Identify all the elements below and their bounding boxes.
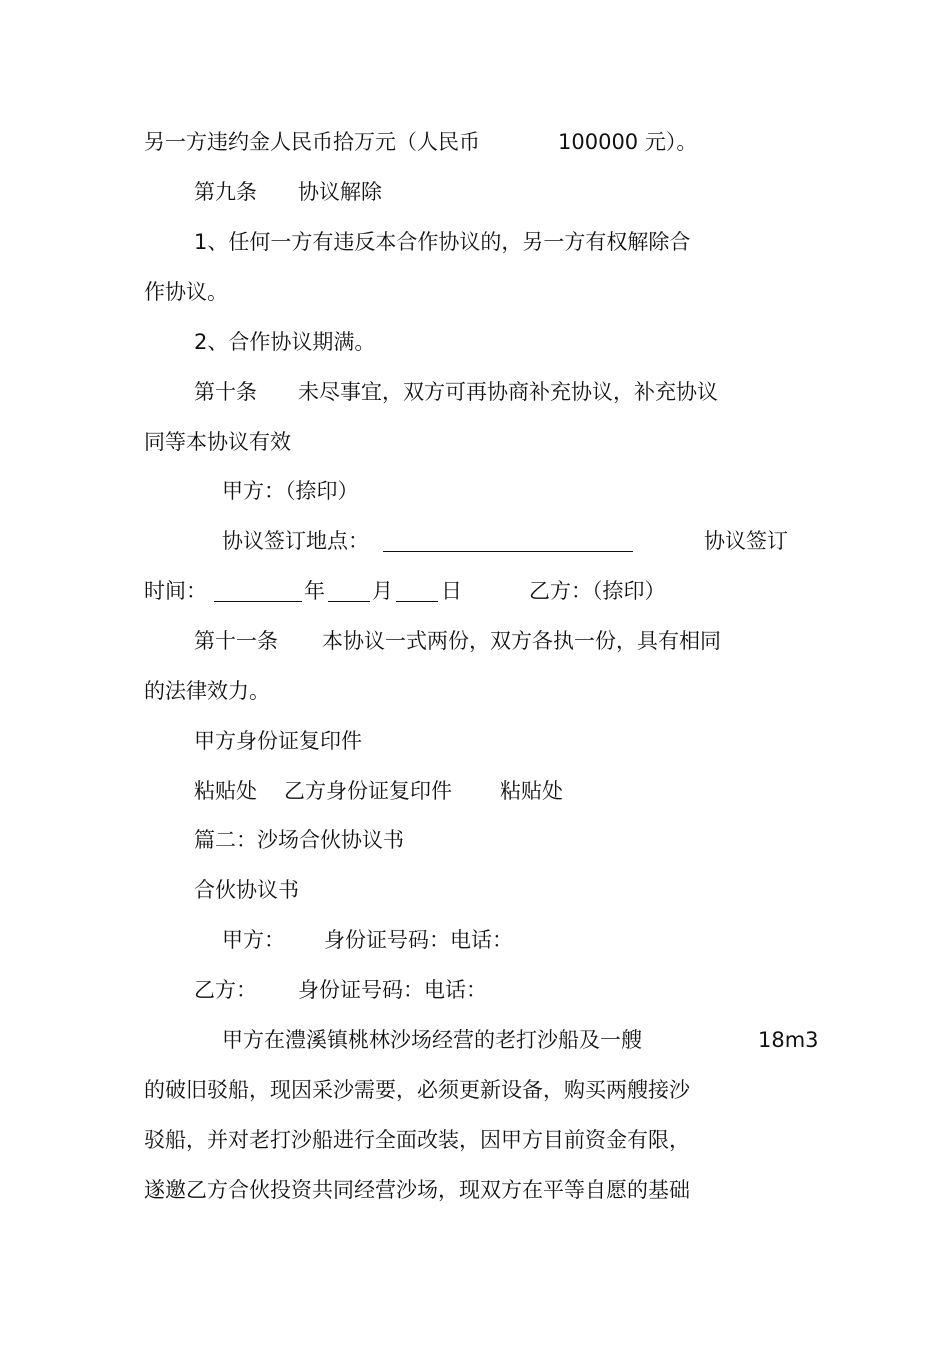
year-blank — [214, 601, 302, 602]
paragraph-line — [0, 275, 950, 309]
article-heading-10 — [0, 375, 950, 409]
paragraph-line — [0, 225, 950, 259]
line-text: 身份证号码：电话： — [298, 978, 487, 1002]
paragraph-line — [0, 125, 950, 159]
line-text: 甲方：（捺印） — [222, 479, 359, 503]
line-text: 的破旧驳船，现因采沙需要，必须更新设备，购买两艘接沙 — [144, 1078, 690, 1102]
line-text: 作协议。 — [144, 280, 228, 304]
line-text: 1、任何一方有违反本合作协议的，另一方有权解除合 — [194, 230, 691, 254]
line-text: 遂邀乙方合伙投资共同经营沙场，现双方在平等自愿的基础 — [144, 1178, 690, 1202]
line-text: 乙方： — [194, 978, 257, 1002]
line-text: 协议签订 — [704, 529, 788, 553]
penalty-amount: 100000 元）。 — [558, 130, 698, 154]
line-text: 身份证号码：电话： — [324, 928, 513, 952]
line-text: 同等本协议有效 — [144, 430, 291, 454]
line-text: 协议签订地点： — [222, 529, 369, 553]
line-text: 甲方在澧溪镇桃林沙场经营的老打沙船及一艘 — [222, 1028, 642, 1052]
article-heading-9 — [0, 175, 950, 209]
article-text: 本协议一式两份，双方各执一份，具有相同 — [322, 629, 721, 653]
paragraph-line — [0, 425, 950, 459]
article-number: 第十一条 — [194, 629, 278, 653]
line-text: 时间： — [144, 579, 207, 603]
paragraph-line — [0, 674, 950, 708]
signing-place-blank — [383, 551, 633, 552]
day-blank — [396, 601, 438, 602]
line-text: 粘贴处 — [500, 779, 563, 803]
article-number: 第十条 — [194, 380, 257, 404]
line-text: 甲方： — [222, 928, 285, 952]
line-text: 另一方违约金人民币拾万元（人民币 — [144, 130, 480, 154]
paragraph-line — [0, 774, 950, 808]
article-heading-11 — [0, 624, 950, 658]
document-title — [0, 873, 950, 907]
line-text: 甲方身份证复印件 — [194, 729, 362, 753]
party-b-signature: 乙方：（捺印） — [529, 579, 666, 603]
party-a-signature — [0, 474, 950, 508]
signing-time-line — [0, 574, 950, 608]
party-a-info — [0, 923, 950, 957]
paragraph-line — [0, 325, 950, 359]
line-text: 2、合作协议期满。 — [194, 330, 376, 354]
line-text: 乙方身份证复印件 — [284, 779, 452, 803]
paragraph-line — [0, 1123, 950, 1157]
line-text: 合伙协议书 — [194, 878, 299, 902]
line-text: 月 — [372, 579, 393, 603]
article-title: 协议解除 — [298, 180, 382, 204]
line-text: 粘贴处 — [194, 779, 257, 803]
paragraph-line — [0, 1023, 950, 1057]
line-text: 18m3 — [758, 1028, 819, 1052]
line-text: 篇二：沙场合伙协议书 — [194, 828, 404, 852]
paragraph-line — [0, 1073, 950, 1107]
line-text: 驳船，并对老打沙船进行全面改装，因甲方目前资金有限， — [144, 1128, 690, 1152]
article-text: 未尽事宜，双方可再协商补充协议，补充协议 — [298, 380, 718, 404]
line-text: 日 — [441, 579, 462, 603]
signing-place-line — [0, 524, 950, 558]
month-blank — [328, 601, 370, 602]
article-number: 第九条 — [194, 180, 257, 204]
paragraph-line — [0, 1173, 950, 1207]
line-text: 年 — [304, 579, 325, 603]
paragraph-line — [0, 724, 950, 758]
section-title — [0, 823, 950, 857]
party-b-info — [0, 973, 950, 1007]
line-text: 的法律效力。 — [144, 679, 270, 703]
